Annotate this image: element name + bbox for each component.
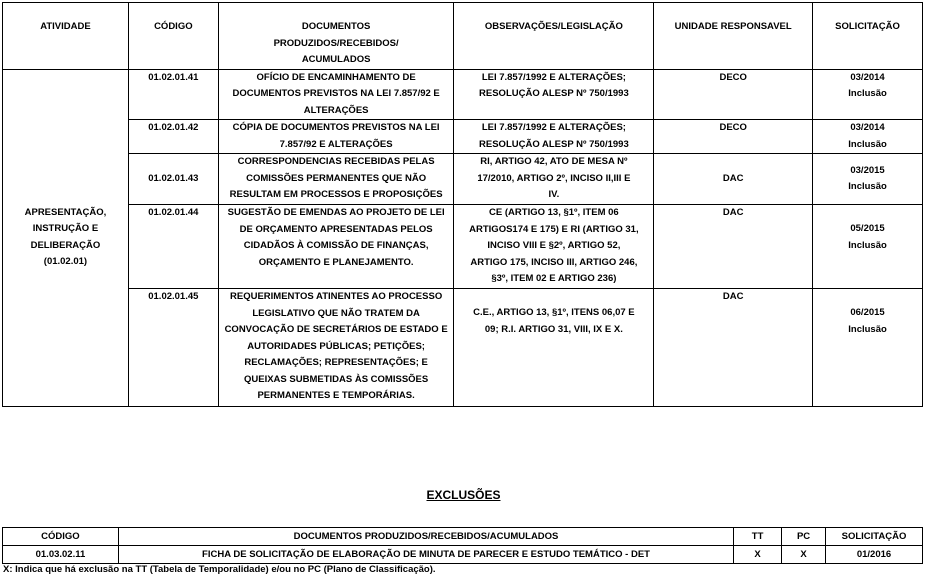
observacoes-line: ARTIGO 175, INCISO III, ARTIGO 246, [470,256,638,268]
codigo-cell: 01.02.01.44 [128,205,218,289]
solicitacao-type: Inclusão [848,88,887,99]
table-row [3,205,923,289]
documento-cell [218,154,454,205]
table-row [3,120,923,154]
unidade-cell: DECO [654,120,813,154]
documento-line: PERMANENTES E TEMPORÁRIAS. [257,390,415,401]
table-row [3,289,923,407]
exclusions-header-documentos: DOCUMENTOS PRODUZIDOS/RECEBIDOS/ACUMULADOS [118,528,733,546]
observacoes-line: IV. [548,189,560,200]
documento-line: CÓPIA DE DOCUMENTOS PREVISTOS NA LEI [232,122,440,133]
table-row [3,546,923,564]
documento-line: CORRESPONDENCIAS RECEBIDAS PELAS [237,156,435,167]
solicitacao-date: 03/2015 [850,164,885,176]
exclusions-note: X: Indica que há exclusão na TT (Tabela de Temporalidade) e/ou no PC (Plano de Classificação). [3,564,436,575]
exclusions-documento-cell: FICHA DE SOLICITAÇÃO DE ELABORAÇÃO DE MINUTA DE PARECER E ESTUDO TEMÁTICO - DET [118,546,733,564]
table-row [3,69,923,120]
documento-line: LEGISLATIVO QUE NÃO TRATEM DA [252,307,420,319]
exclusions-header-codigo: CÓDIGO [3,528,119,546]
documento-line: DOCUMENTOS PREVISTOS NA LEI 7.857/92 E [232,88,440,99]
exclusions-header-tt: TT [734,528,782,546]
documento-line: RECLAMAÇÕES; REPRESENTAÇÕES; E [244,357,428,368]
documento-line: QUEIXAS SUBMETIDAS ÀS COMISSÕES [244,373,429,385]
header-documentos-line: DOCUMENTOS [301,21,371,32]
documento-line: 7.857/92 E ALTERAÇÕES [279,138,393,150]
observacoes-cell [454,120,654,154]
exclusions-header-solicitacao: SOLICITAÇÃO [826,528,923,546]
atividade-cell [3,69,129,407]
observacoes-cell [454,69,654,120]
solicitacao-date: 03/2014 [850,71,885,83]
documento-line: CIDADÃOS À COMISSÃO DE FINANÇAS, [243,240,429,251]
exclusions-solicitacao-cell: 01/2016 [826,546,923,564]
exclusions-header-row [3,528,923,546]
header-codigo: CÓDIGO [128,3,218,70]
documento-line: ORÇAMENTO E PLANEJAMENTO. [258,256,414,268]
solicitacao-date: 05/2015 [850,223,885,234]
documento-cell [218,120,454,154]
solicitacao-type: Inclusão [848,323,887,335]
header-atividade: ATIVIDADE [3,3,129,70]
exclusions-tt-cell: X [734,546,782,564]
exclusions-header-pc: PC [782,528,826,546]
observacoes-cell [454,154,654,205]
observacoes-line: 09; R.I. ARTIGO 31, VIII, IX E X. [484,323,623,335]
main-table-header-row [3,3,923,70]
codigo-cell: 01.02.01.43 [128,154,218,205]
observacoes-cell [454,289,654,407]
header-unidade: UNIDADE RESPONSAVEL [654,3,813,70]
documento-line: REQUERIMENTOS ATINENTES AO PROCESSO [230,291,443,302]
observacoes-line: 17/2010, ARTIGO 2º, INCISO II,III E [477,172,631,184]
documento-line: DE ORÇAMENTO APRESENTADAS PELOS [239,223,433,235]
observacoes-line: RESOLUÇÃO ALESP Nº 750/1993 [479,138,629,150]
header-documentos-line: ACUMULADOS [301,54,371,65]
observacoes-line: §3º, ITEM 02 E ARTIGO 236) [491,273,617,284]
observacoes-line: RESOLUÇÃO ALESP Nº 750/1993 [479,88,629,99]
solicitacao-cell [813,120,923,154]
solicitacao-type: Inclusão [848,239,887,251]
solicitacao-date: 03/2014 [850,122,885,133]
documento-line: COMISSÕES PERMANENTES QUE NÃO [246,172,427,184]
solicitacao-cell [813,69,923,120]
documento-line: RESULTAM EM PROCESSOS E PROPOSIÇÕES [229,189,443,200]
table-row [3,154,923,205]
observacoes-line: LEI 7.857/1992 E ALTERAÇÕES; [481,71,626,83]
codigo-cell: 01.02.01.42 [128,120,218,154]
header-solicitacao: SOLICITAÇÃO [813,3,923,70]
documento-line: OFÍCIO DE ENCAMINHAMENTO DE [256,71,416,83]
unidade-cell: DAC [654,205,813,289]
header-documentos [218,3,454,70]
codigo-cell: 01.02.01.41 [128,69,218,120]
header-documentos-line: PRODUZIDOS/RECEBIDOS/ [273,37,399,49]
atividade-line: (01.02.01) [43,256,88,268]
main-table [2,2,923,407]
exclusions-pc-cell: X [782,546,826,564]
documento-line: CONVOCAÇÃO DE SECRETÁRIOS DE ESTADO E [224,324,448,335]
observacoes-cell [454,205,654,289]
documento-cell [218,205,454,289]
solicitacao-cell [813,289,923,407]
observacoes-line: C.E., ARTIGO 13, §1º, ITENS 06,07 E [473,307,635,318]
observacoes-line: INCISO VIII E §2º, ARTIGO 52, [487,240,621,251]
exclusions-title: EXCLUSÕES [426,488,501,502]
solicitacao-date: 06/2015 [850,307,885,318]
documento-line: AUTORIDADES PÚBLICAS; PETIÇÕES; [247,340,425,352]
solicitacao-cell [813,205,923,289]
exclusions-codigo-cell: 01.03.02.11 [3,546,119,564]
codigo-cell: 01.02.01.45 [128,289,218,407]
observacoes-line: RI, ARTIGO 42, ATO DE MESA Nº [480,156,628,167]
solicitacao-type: Inclusão [848,181,887,192]
observacoes-line: CE (ARTIGO 13, §1º, ITEM 06 [489,207,619,218]
unidade-cell: DAC [654,289,813,407]
documento-cell [218,69,454,120]
unidade-cell: DAC [654,154,813,205]
solicitacao-cell [813,154,923,205]
observacoes-line: LEI 7.857/1992 E ALTERAÇÕES; [481,122,626,133]
documento-line: ALTERAÇÕES [303,104,369,116]
unidade-cell: DECO [654,69,813,120]
header-observacoes: OBSERVAÇÕES/LEGISLAÇÃO [454,3,654,70]
documento-cell [218,289,454,407]
documento-line: SUGESTÃO DE EMENDAS AO PROJETO DE LEI [227,207,445,218]
observacoes-line: ARTIGOS174 E 175) E RI (ARTIGO 31, [469,223,639,235]
atividade-line: DELIBERAÇÃO [30,239,101,251]
atividade-line: APRESENTAÇÃO, [24,206,107,218]
solicitacao-type: Inclusão [848,138,887,150]
exclusions-table [2,527,923,564]
atividade-line: INSTRUÇÃO E [32,223,99,235]
